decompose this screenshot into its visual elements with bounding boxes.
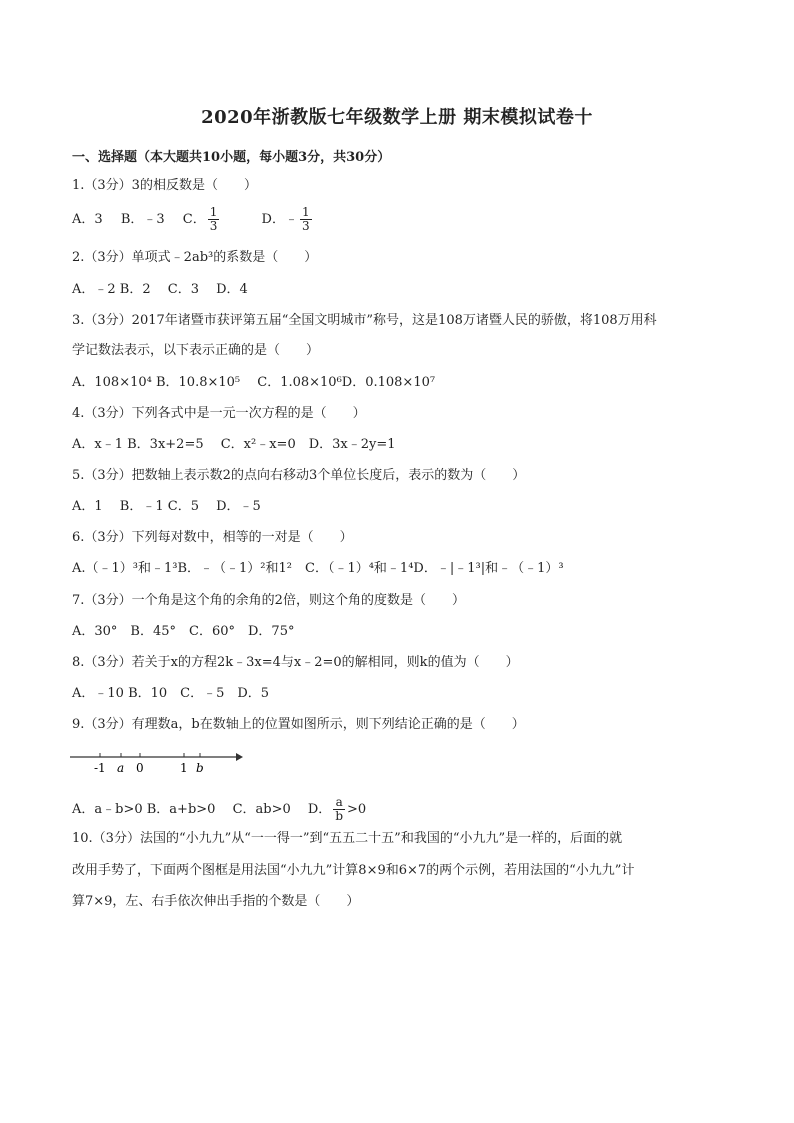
question-10-stem-cont: 改用手势了，下面两个图框是用法国“小九九”计算8×9和6×7的两个示例，若用法国的“小九九”计 <box>72 863 635 878</box>
label-minus-1: -1 <box>94 761 106 775</box>
option-a: A．3 <box>72 212 103 227</box>
fraction: $\frac{a}{b}$ <box>335 795 343 823</box>
option-c: C． $\frac{1}{3}$ <box>183 212 248 227</box>
number-line-figure <box>66 748 246 776</box>
page-title: 2020年浙教版七年级数学上册 期末模拟试卷十 <box>201 107 593 128</box>
question-10-stem: 10.（3分）法国的“小九九”从“一一得一”到“五五二十五”和我国的“小九九”是一样的，后面的就 <box>72 831 623 846</box>
fraction: $\frac{1}{3}$ <box>301 205 310 233</box>
label-0: 0 <box>136 761 144 775</box>
label-a: a <box>117 761 125 775</box>
question-2-options: A．﹣2 B．2 C．3 D．4 <box>72 282 248 297</box>
question-3-stem-cont: 学记数法表示，以下表示正确的是（ ） <box>72 343 320 358</box>
question-1-options <box>72 206 354 233</box>
question-8-options: A．﹣10 B．10 C．﹣5 D．5 <box>72 686 270 701</box>
question-4-options: A．x﹣1 B．3x+2=5 C．x²﹣x=0 D．3x﹣2y=1 <box>72 437 396 452</box>
section-heading: 一、选择题（本大题共10小题，每小题3分，共30分） <box>72 150 391 165</box>
question-7-options: A．30° B．45° C．60° D．75° <box>72 624 295 639</box>
question-5-options: A．1 B．﹣1 C．5 D．﹣5 <box>72 499 261 514</box>
label-b: b <box>196 761 204 775</box>
question-5-stem: 5.（3分）把数轴上表示数2的点向右移动3个单位长度后，表示的数为（ ） <box>72 468 526 483</box>
option-d: D．﹣ $\frac{1}{3}$ <box>262 212 340 227</box>
fraction: $\frac{1}{3}$ <box>209 205 218 233</box>
question-1-stem: 1.（3分）3的相反数是（ ） <box>72 178 257 193</box>
label-1: 1 <box>180 761 188 775</box>
option-b: B．﹣3 <box>120 212 165 227</box>
question-3-options: A．108×10⁴ B．10.8×10⁵ C．1.08×10⁶D．0.108×10⁷ <box>72 375 436 390</box>
question-4-stem: 4.（3分）下列各式中是一元一次方程的是（ ） <box>72 406 366 421</box>
question-10-stem-cont-2: 算7×9，左、右手依次伸出手指的个数是（ ） <box>72 894 360 909</box>
question-7-stem: 7.（3分）一个角是这个角的余角的2倍，则这个角的度数是（ ） <box>72 593 465 608</box>
question-3-stem: 3.（3分）2017年诸暨市获评第五届“全国文明城市”称号，这是108万诸暨人民的骄傲，将108万用科 <box>72 313 657 328</box>
question-9-stem: 9.（3分）有理数a，b在数轴上的位置如图所示，则下列结论正确的是（ ） <box>72 717 525 732</box>
question-6-stem: 6.（3分）下列每对数中，相等的一对是（ ） <box>72 530 353 545</box>
axis-arrow <box>236 753 243 761</box>
question-8-stem: 8.（3分）若关于x的方程2k﹣3x=4与x﹣2=0的解相同，则k的值为（ ） <box>72 655 519 670</box>
question-9-options: A．a﹣b>0 B．a+b>0 C．ab>0 D． $\frac{a}{b}$ >0 <box>72 795 367 823</box>
question-2-stem: 2.（3分）单项式﹣2ab³的系数是（ ） <box>72 250 318 265</box>
question-6-options: A.（﹣1）³和﹣1³B．﹣（﹣1）²和1² C．（﹣1）⁴和﹣1⁴D．﹣|﹣1³|和﹣（﹣1）³ <box>72 561 564 576</box>
